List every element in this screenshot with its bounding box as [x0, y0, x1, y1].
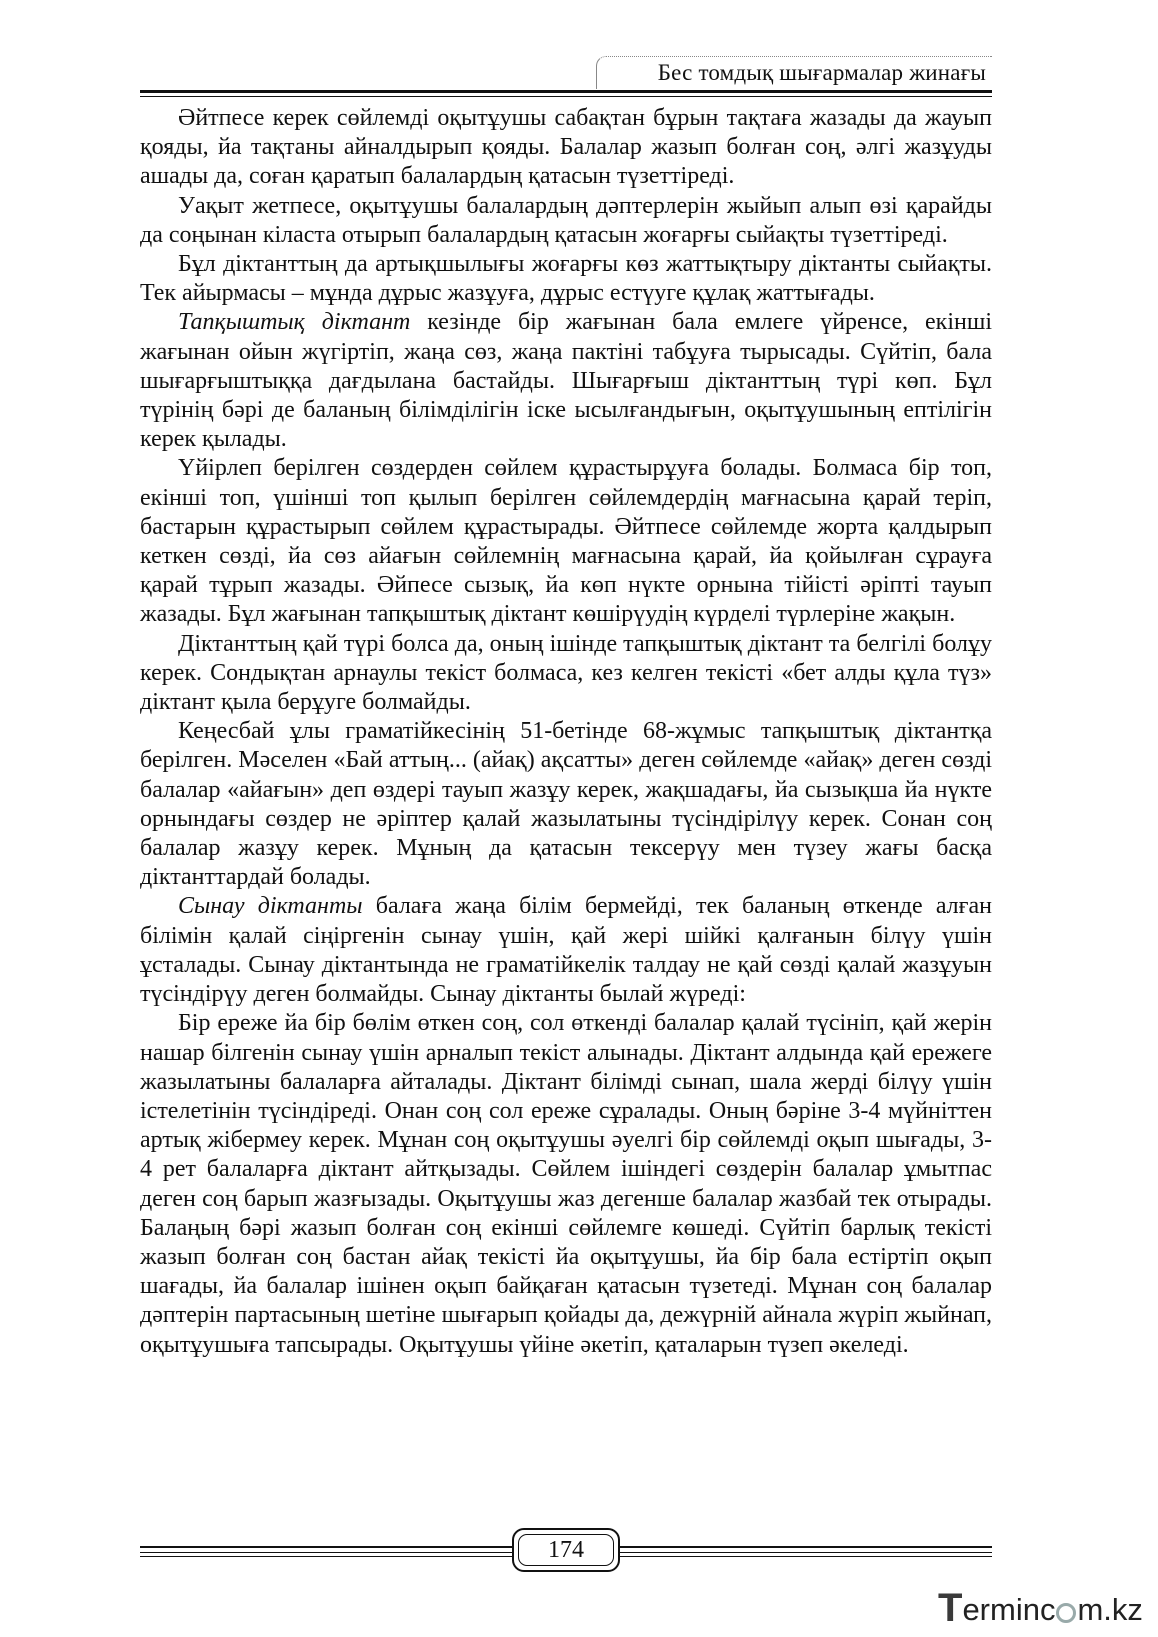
- paragraph-text: Бір ереже йа бір бөлім өткен соң, сол өткенді балалар қалай түсініп, қай жерін нашар білгенін сынау үшін арналып текіст алынады. Діктант алдында қай ережеге жазылатыны балаларға айталады. Діктант білімді сынап, шала жерді білүу үшін істелетінін түсіндіреді. Онан соң сол ереже сұралады. Оның бәріне 3-4 мүйніттен артық жібермеу керек. Мұнан соң оқытұушы әуелгі бір сөйлемді оқып шығады, 3-4 рет балаларға діктант айтқызады. Сөйлем ішіндегі сөздерін балалар ұмытпас деген соң барып жазғызады. Оқытұушы жаз дегенше балалар жазбай тек отырады. Балаңың бәрі жазып болған соң екінші сөйлемге көшеді. Сүйтіп барлық текісті жазып болған соң бастан айақ текісті йа оқытұушы, йа бір бала естіртіп оқып шағады, йа балалар ішінен оқып байқаған қатасын түзетеді. Мұнан соң балалар дәптерін партасының шетіне шығарып қойады да, дежүрній айнала жүріп жыйнап, оқытұушыға тапсырады. Оқытұушы үйіне әкетіп, қаталарын түзеп әкеледі.: [140, 1010, 992, 1358]
- footer-rule-right: [620, 1556, 992, 1557]
- paragraph: [140, 308, 992, 454]
- running-header: [140, 52, 992, 92]
- footer-rule-left: [140, 1552, 512, 1553]
- page-number-box: [512, 1528, 620, 1572]
- paragraph-lead: Сынау діктанты: [178, 893, 363, 920]
- header-rule-thin: [140, 96, 992, 97]
- header-rule: [140, 90, 992, 93]
- paragraph-text: Үйірлеп берілген сөздерден сөйлем құрастырұуға болады. Болмаса бір топ, екінші топ, үшінші топ қылып берілген сөйлемдердің мағнасына қарай теріп, бастарын құрастырып сөйлем құрастырады. Әйтпесе сөйлемде жорта қалдырып кеткен сөзді, йа сөз айағын сөйлемнің мағнасына қарай, йа қойылған сұрауға қарай тұрып жазады. Әйпесе сызық, йа көп нүкте орнына тійісті әріпті тауып жазады. Бұл жағынан тапқыштық діктант көшірүудің күрделі түрлеріне жақын.: [140, 455, 992, 628]
- paragraph-text: Діктанттың қай түрі болса да, оның ішінде тапқыштық діктант та белгілі болұу керек. Сондықтан арнаулы текіст болмаса, кез келген текісті «бет алды құла түз» діктант қыла берұуге болмайды.: [140, 630, 992, 716]
- magnifier-icon: [1056, 1603, 1076, 1623]
- paragraph: [140, 192, 992, 250]
- page-footer: [140, 1528, 992, 1578]
- paragraph: [140, 250, 992, 308]
- paragraph: [140, 1009, 992, 1359]
- paragraph: [140, 892, 992, 1009]
- body-text: [140, 104, 992, 1360]
- footer-rule-left: [140, 1546, 512, 1548]
- watermark-text: erminc: [962, 1592, 1056, 1627]
- paragraph: [140, 717, 992, 892]
- page-number: 174: [548, 1536, 584, 1563]
- paragraph-lead: Тапқыштық діктант: [178, 309, 411, 336]
- paragraph-text: Кеңесбай ұлы граматійкесінің 51-бетінде 68-жұмыс тапқыштық діктантқа берілген. Мәселен «Бай аттың... (айақ) ақсатты» деген сөйлемде «айақ» деген сөзді балалар «айағын» деп өздері тауып жазұу керек, жақшадағы, йа сызықша йа нүкте орнындағы сөздер не әріптер қалай жазылатыны түсіндірілүу керек. Сонан соң балалар жазұу керек. Мұның да қатасын тексерүу мен түзеу жағы басқа діктанттардай болады.: [140, 718, 992, 891]
- watermark-t: T: [938, 1585, 963, 1630]
- paragraph-text: Бұл діктанттың да артықшылығы жоғарғы көз жаттықтыру діктанты сыйақты. Тек айырмасы – мұнда дұрыс жазұуға, дұрыс естүуге құлақ жаттығады.: [140, 251, 992, 307]
- footer-rule-right: [620, 1552, 992, 1553]
- paragraph-text: Әйтпесе керек сөйлемді оқытұушы сабақтан бұрын тақтаға жазады да жауып қояды, йа тақтаны айналдырып қояды. Балалар жазып болған соң, әлгі жазұуды ашады да, соған қаратып балалардың қатасын түзеттіреді.: [140, 105, 992, 190]
- paragraph-text: Уақыт жетпесе, оқытұушы балалардың дәптерлерін жыйып алып өзі қарайды да соңынан кіласта отырып балалардың қатасын жоғарғы сыйақты түзеттіреді.: [140, 192, 992, 248]
- book-title: Бес томдық шығармалар жинағы: [657, 60, 986, 85]
- watermark-text: m.kz: [1077, 1592, 1143, 1627]
- paragraph: [140, 454, 992, 629]
- footer-rule-left: [140, 1556, 512, 1557]
- paragraph-text: балаға жаңа білім бермейді, тек баланың өткенде алған білімін қалай сіңіргенін сынау үшін, қай жері шійкі қалғанын білүу үшін ұсталады. Сынау діктантында не граматійкелік талдау не қай сөзді қалай жазұуын түсіндірүу деген болмайды. Сынау діктанты былай жүреді:: [140, 893, 992, 1008]
- footer-rule-right: [620, 1546, 992, 1548]
- paragraph: [140, 630, 992, 718]
- paragraph: [140, 104, 992, 192]
- paragraph-text: кезінде бір жағынан бала емлеге үйренсе, екінші жағынан ойын жүгіртіп, жаңа сөз, жаңа пактіні табұуға тырысады. Сүйтіп, бала шығарғыштыққа дағдылана бастайды. Шығарғыш діктанттың түрі көп. Бұл түрінің бәрі де баланың білімділігін іске ысылғандығын, оқытұушының ептілігін керек қылады.: [140, 309, 992, 453]
- watermark-logo: [938, 1585, 1150, 1630]
